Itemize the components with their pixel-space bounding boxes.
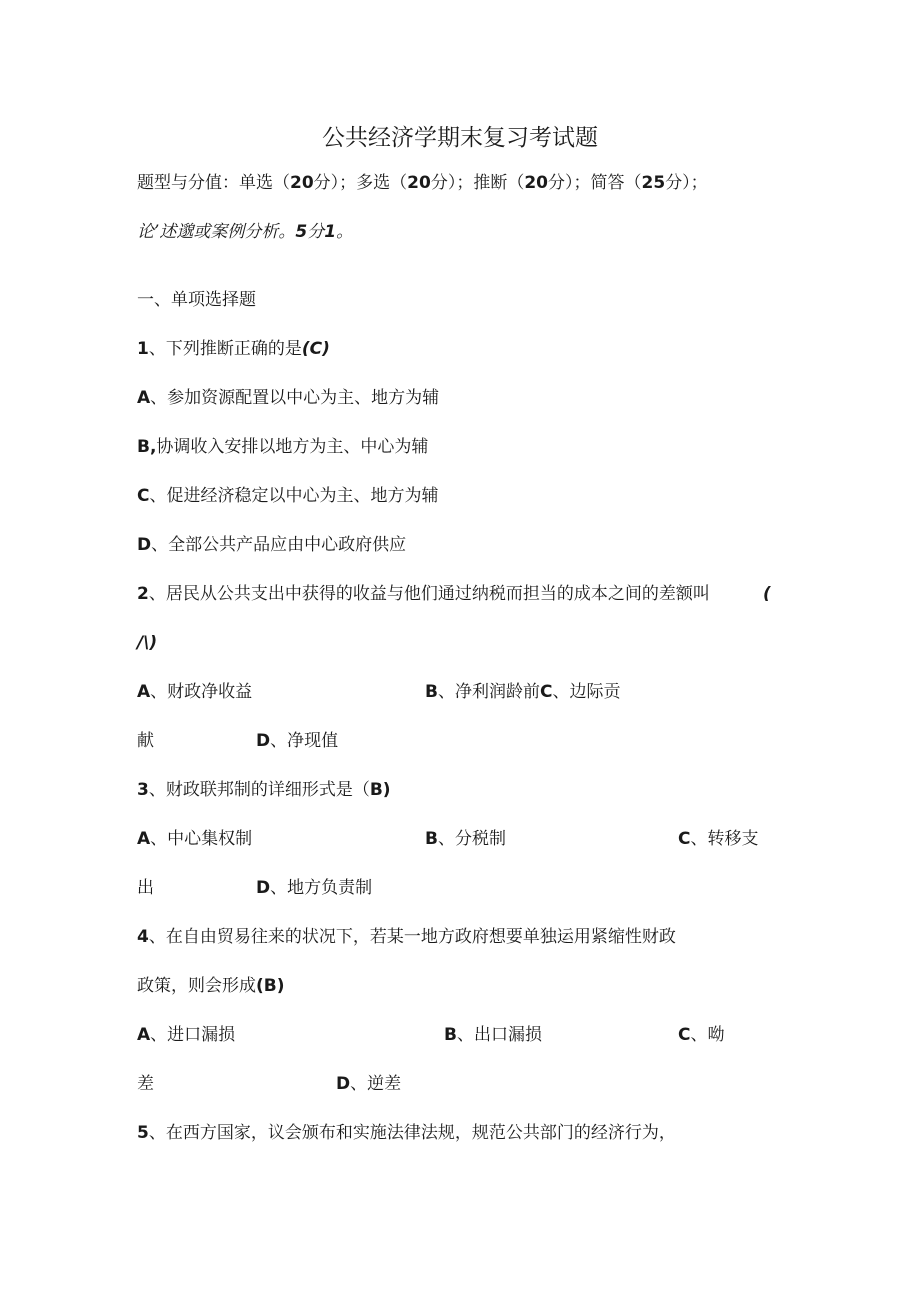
option-text: 、进口漏损	[150, 1025, 236, 1045]
question-number: 1	[137, 339, 149, 359]
option-letter: B,	[137, 437, 157, 457]
option-text: 、转移支	[690, 829, 759, 849]
question-stem: 、财政联邦制的详细形式是（	[148, 780, 370, 800]
question-number: 5	[137, 1123, 149, 1143]
question-5	[137, 1121, 800, 1145]
question-number: 2	[137, 584, 149, 604]
option-text: 、促进经济稳定以中心为主、地方为辅	[149, 486, 439, 506]
q2-option-a	[137, 680, 252, 704]
intro-text: 分）；	[665, 173, 708, 193]
intro-text: 分）；简答（	[548, 173, 642, 193]
question-stem: 、下列推断正确的是	[148, 339, 302, 359]
question-4-cont	[137, 974, 800, 998]
q2-option-b	[425, 680, 620, 704]
option-text: 、净现值	[270, 731, 339, 751]
q4-option-d	[336, 1072, 401, 1096]
q1-option-a	[137, 386, 800, 410]
intro-text: 论’述邈或案例分析。	[137, 222, 296, 242]
question-answer: (B)	[256, 976, 285, 996]
score-value: 25	[641, 173, 666, 193]
option-letter: A	[137, 682, 151, 702]
q4-option-a	[137, 1023, 235, 1047]
page-title: 公共经济学期末复习考试题	[322, 125, 598, 151]
score-value: 20	[290, 173, 314, 193]
option-text: 出	[137, 878, 154, 898]
score-value: 20	[524, 173, 549, 193]
score-value: 20	[407, 173, 431, 193]
question-stem: 、在自由贸易往来的状况下，若某一地方政府想要单独运用紧缩性财政	[148, 927, 676, 947]
option-text: 差	[137, 1074, 154, 1094]
option-letter: B	[444, 1025, 457, 1045]
option-text: 协调收入安排以地方为主、中心为辅	[156, 437, 429, 457]
option-letter: D	[256, 731, 271, 751]
question-answer: B)	[369, 780, 391, 800]
option-letter: D	[336, 1074, 351, 1094]
q3-option-a	[137, 827, 252, 851]
question-answer: (C)	[301, 339, 330, 359]
question-1	[137, 337, 800, 361]
option-letter: D	[137, 535, 152, 555]
option-text: 、全部公共产品应由中心政府供应	[151, 535, 407, 555]
question-stem: 政策，则会形成	[137, 976, 256, 996]
score-value: 5	[295, 222, 308, 242]
option-text: 、分税制	[437, 829, 506, 849]
score-value: 1	[324, 222, 337, 242]
question-2	[137, 582, 800, 606]
question-3	[137, 778, 800, 802]
option-letter: D	[256, 878, 271, 898]
option-letter: C	[678, 1025, 691, 1045]
option-text: 、参加资源配置以中心为主、地方为辅	[150, 388, 440, 408]
q1-option-d	[137, 533, 800, 557]
q1-option-c	[137, 484, 800, 508]
intro-line-1	[137, 171, 800, 195]
option-letter: C	[137, 486, 150, 506]
option-letter: B	[425, 829, 438, 849]
intro-text: 分）；推断（	[430, 173, 525, 193]
option-text: 、中心集权制	[150, 829, 253, 849]
option-text: 、逆差	[350, 1074, 402, 1094]
option-text: 、地方负责制	[270, 878, 373, 898]
option-letter: A	[137, 388, 151, 408]
option-text: 、出口漏损	[456, 1025, 542, 1045]
question-number: 3	[137, 780, 149, 800]
q4-option-b	[444, 1023, 542, 1047]
q3-option-d	[256, 876, 372, 900]
option-text: 、呦	[690, 1025, 725, 1045]
intro-line-2	[137, 220, 800, 244]
intro-text: 。	[336, 222, 354, 242]
option-text: 献	[137, 731, 154, 751]
option-text: 、财政净收益	[150, 682, 253, 702]
q3-option-c	[678, 827, 758, 851]
q2-option-d	[256, 729, 338, 753]
question-stem: 、居民从公共支出中获得的收益与他们通过纳税而担当的成本之间的差额叫	[148, 584, 710, 604]
intro-text: 分	[307, 222, 325, 242]
option-letter: B	[425, 682, 438, 702]
intro-text: 分）；多选（	[313, 173, 408, 193]
option-letter: C	[678, 829, 691, 849]
question-number: 4	[137, 927, 149, 947]
q1-option-b	[137, 435, 800, 459]
option-text: 、净利润龄前	[437, 682, 540, 702]
q4-option-c	[678, 1023, 724, 1047]
question-stem: 、在西方国家，议会颁布和实施法律法规，规范公共部门的经济行为，	[148, 1123, 676, 1143]
option-letter: A	[137, 1025, 151, 1045]
question-4	[137, 925, 800, 949]
intro-text: 题型与分值：单选（	[137, 173, 290, 193]
option-letter: C	[539, 682, 553, 702]
option-text: 、边际贡	[552, 682, 621, 702]
option-letter: A	[137, 829, 151, 849]
q3-option-b	[425, 827, 506, 851]
question-2-answer: /\)	[137, 633, 158, 653]
question-answer: (	[763, 584, 771, 604]
section-heading: 一、单项选择题	[137, 290, 256, 310]
